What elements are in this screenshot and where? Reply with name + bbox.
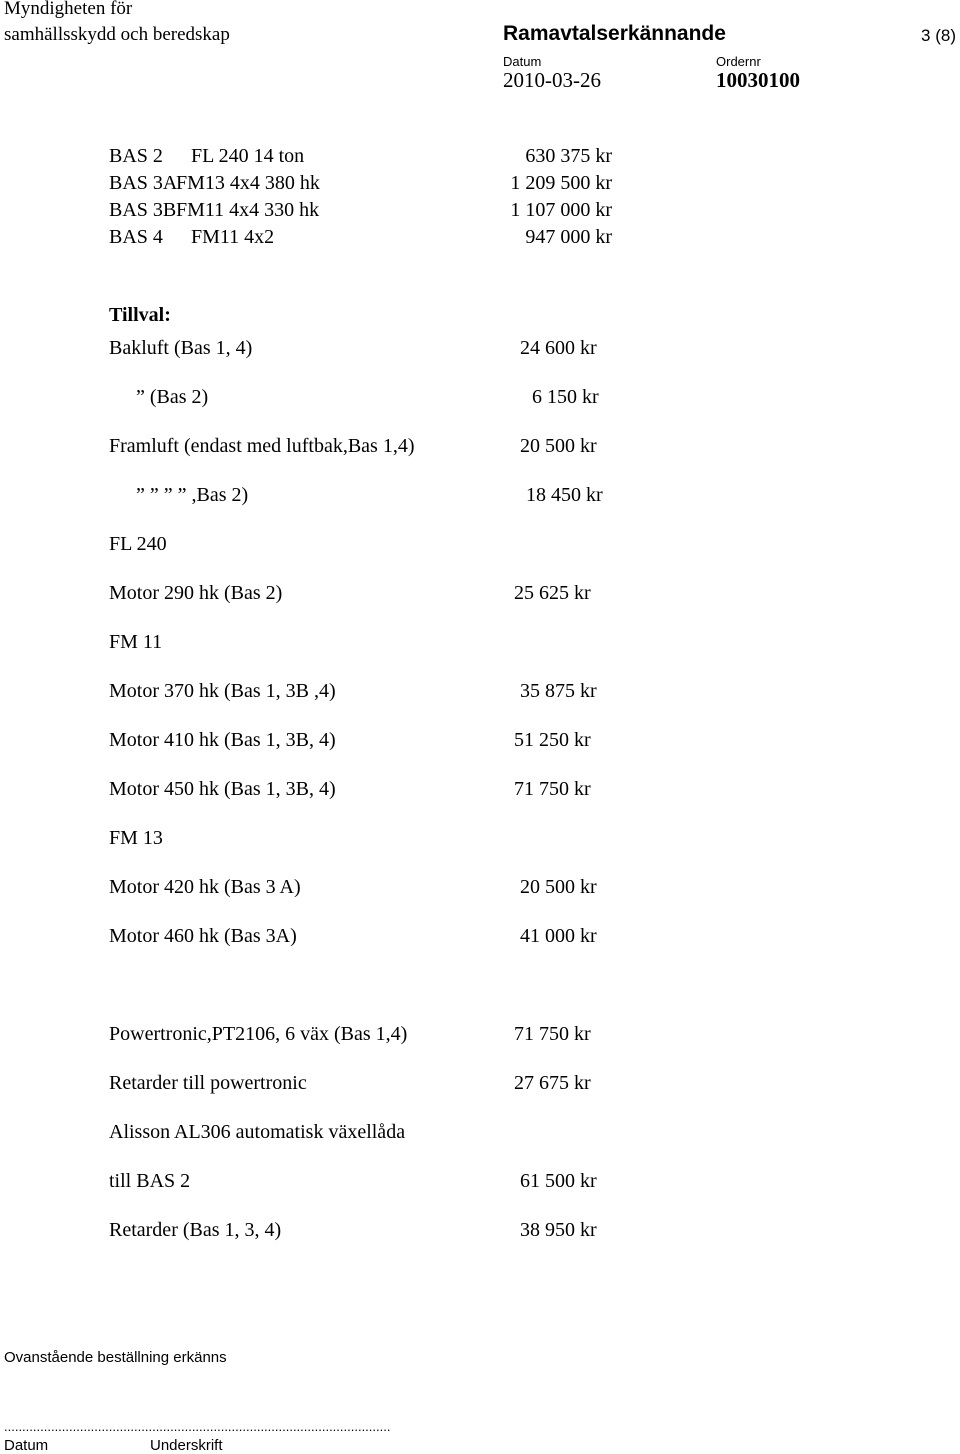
transmission-label: till BAS 2 — [109, 1170, 191, 1192]
option-label: Motor 420 hk (Bas 3 A) — [109, 876, 301, 898]
transmission-label: Retarder till powertronic — [109, 1072, 307, 1094]
transmission-label: Powertronic,PT2106, 6 väx (Bas 1,4) — [109, 1023, 408, 1045]
option-label: Motor 410 hk (Bas 1, 3B, 4) — [109, 729, 336, 751]
option-price: 35 875 kr — [520, 680, 597, 702]
option-price: 20 500 kr — [520, 876, 597, 898]
base-model-price: 1 107 000 kr — [510, 199, 612, 221]
option-label: Motor 370 hk (Bas 1, 3B ,4) — [109, 680, 336, 702]
footer-datum-label: Datum — [4, 1437, 49, 1454]
organization-name-line1: Myndigheten för — [4, 0, 133, 19]
base-model-name: FM13 4x4 380 hk — [176, 172, 320, 194]
option-price: 71 750 kr — [514, 778, 591, 800]
base-model-code: BAS 2 — [109, 145, 163, 167]
transmission-price: 71 750 kr — [514, 1023, 591, 1045]
base-model-code: BAS 4 — [109, 226, 163, 248]
option-price: 25 625 kr — [514, 582, 591, 604]
base-model-price: 1 209 500 kr — [510, 172, 612, 194]
option-price: 24 600 kr — [520, 337, 597, 359]
transmission-label: Retarder (Bas 1, 3, 4) — [109, 1219, 282, 1241]
option-group-heading: FM 11 — [109, 631, 163, 653]
ordernr-value: 10030100 — [716, 68, 800, 92]
transmission-price: 38 950 kr — [520, 1219, 597, 1241]
option-price: 18 450 kr — [526, 484, 603, 506]
base-model-code: BAS 3B — [109, 199, 177, 221]
base-model-price: 630 375 kr — [525, 145, 612, 167]
acknowledgement-note: Ovanstående beställning erkänns — [4, 1349, 227, 1366]
option-group-heading: FM 13 — [109, 827, 163, 849]
transmission-price: 27 675 kr — [514, 1072, 591, 1094]
option-label: ” (Bas 2) — [136, 386, 209, 408]
option-price: 20 500 kr — [520, 435, 597, 457]
option-label: Framluft (endast med luftbak,Bas 1,4) — [109, 435, 415, 457]
datum-value: 2010-03-26 — [503, 68, 601, 92]
base-model-price: 947 000 kr — [525, 226, 612, 248]
base-model-name: FM11 4x2 — [191, 226, 275, 248]
base-model-name: FM11 4x4 330 hk — [176, 199, 320, 221]
page-number: 3 (8) — [921, 26, 956, 45]
option-label: Bakluft (Bas 1, 4) — [109, 337, 253, 359]
footer-signature-label: Underskrift — [150, 1437, 223, 1454]
option-price: 41 000 kr — [520, 925, 597, 947]
ordernr-label: Ordernr — [716, 54, 761, 69]
option-group-heading: FL 240 — [109, 533, 167, 555]
option-label: Motor 460 hk (Bas 3A) — [109, 925, 297, 947]
signature-line: ........................................................................................................... — [4, 1419, 391, 1434]
option-price: 6 150 kr — [532, 386, 599, 408]
base-model-name: FL 240 14 ton — [191, 145, 305, 167]
option-label: ” ” ” ” ,Bas 2) — [136, 484, 249, 506]
organization-name-line2: samhällsskydd och beredskap — [4, 24, 230, 45]
transmission-price: 61 500 kr — [520, 1170, 597, 1192]
document-title: Ramavtalserkännande — [503, 22, 726, 45]
transmission-label: Alisson AL306 automatisk växellåda — [109, 1121, 406, 1143]
option-label: Motor 450 hk (Bas 1, 3B, 4) — [109, 778, 336, 800]
options-heading: Tillval: — [109, 304, 171, 326]
datum-label: Datum — [503, 54, 542, 69]
base-model-code: BAS 3A — [109, 172, 178, 194]
option-label: Motor 290 hk (Bas 2) — [109, 582, 283, 604]
option-price: 51 250 kr — [514, 729, 591, 751]
